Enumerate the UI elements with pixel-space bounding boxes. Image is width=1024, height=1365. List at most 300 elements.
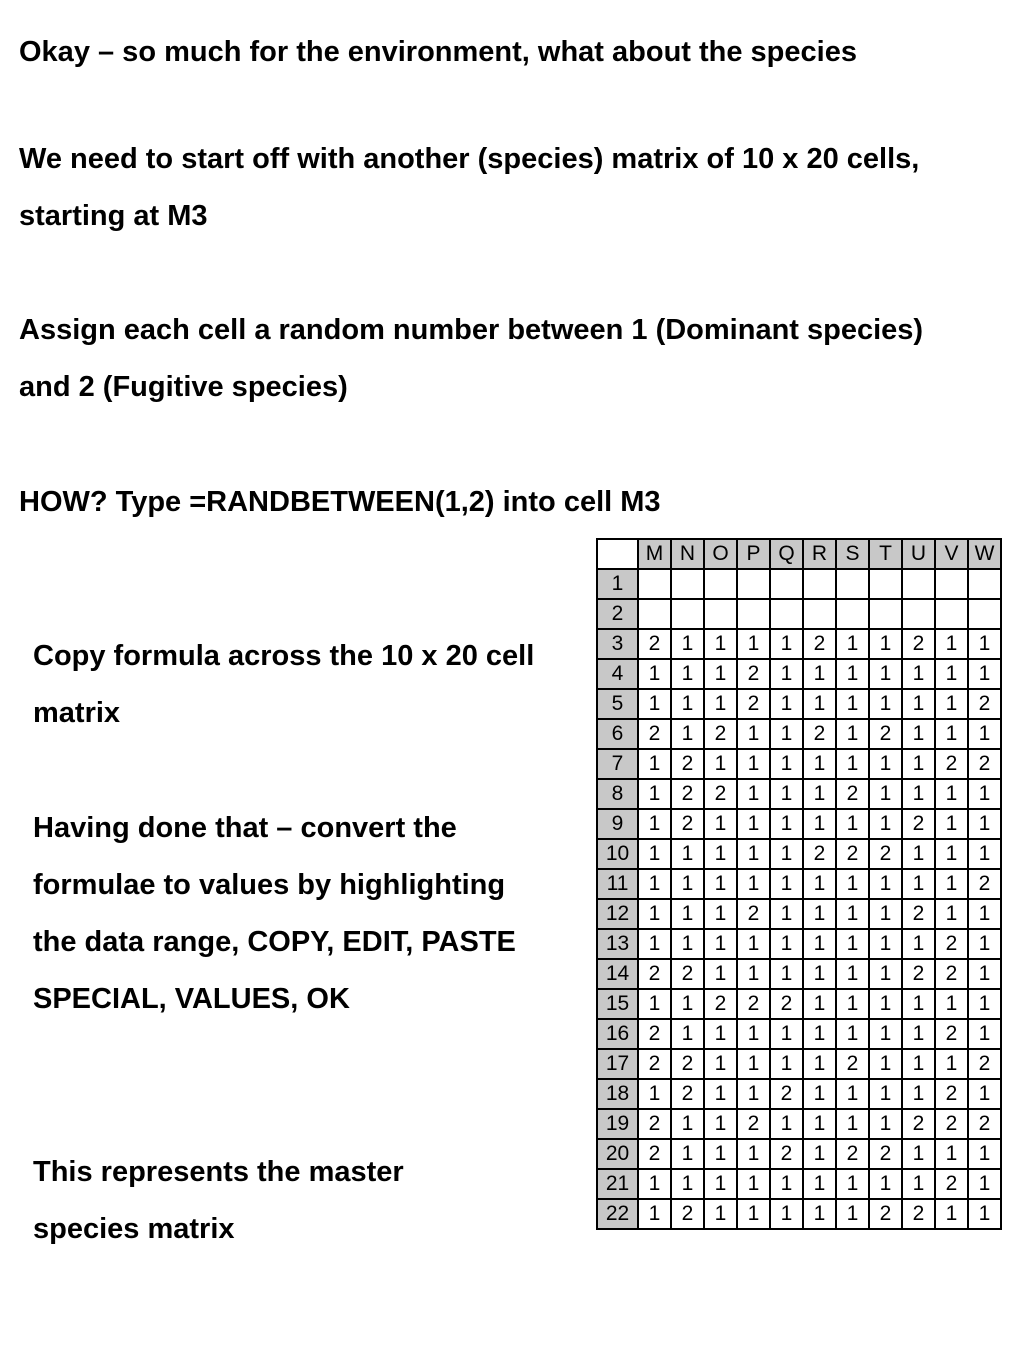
column-header[interactable]: N	[671, 539, 704, 569]
row-header[interactable]: 17	[597, 1049, 638, 1079]
matrix-cell[interactable]	[902, 599, 935, 629]
matrix-cell[interactable]: 1	[704, 839, 737, 869]
column-header[interactable]: Q	[770, 539, 803, 569]
matrix-cell[interactable]: 1	[803, 1109, 836, 1139]
matrix-cell[interactable]: 1	[737, 1169, 770, 1199]
column-header-row	[597, 539, 1001, 569]
row-header[interactable]: 11	[597, 869, 638, 899]
matrix-cell[interactable]: 1	[770, 869, 803, 899]
matrix-cell[interactable]	[704, 569, 737, 599]
matrix-cell[interactable]: 2	[737, 659, 770, 689]
table-row	[597, 1049, 1001, 1079]
matrix-cell[interactable]: 1	[770, 839, 803, 869]
matrix-cell[interactable]: 1	[836, 1199, 869, 1229]
assign-instruction-text: Assign each cell a random number between 1 (Dominant species) and 2 (Fugitive species)	[19, 314, 924, 403]
matrix-cell[interactable]: 1	[671, 719, 704, 749]
column-header[interactable]: M	[638, 539, 671, 569]
matrix-cell[interactable]: 1	[803, 1139, 836, 1169]
matrix-cell[interactable]	[935, 599, 968, 629]
matrix-cell[interactable]: 2	[935, 749, 968, 779]
matrix-cell[interactable]	[935, 569, 968, 599]
matrix-cell[interactable]: 1	[836, 1079, 869, 1109]
matrix-cell[interactable]: 1	[704, 1169, 737, 1199]
row-header[interactable]: 13	[597, 929, 638, 959]
matrix-cell[interactable]: 2	[935, 929, 968, 959]
row-header[interactable]: 14	[597, 959, 638, 989]
matrix-cell[interactable]: 2	[638, 1019, 671, 1049]
matrix-cell[interactable]: 1	[803, 1079, 836, 1109]
matrix-cell[interactable]	[836, 569, 869, 599]
matrix-cell[interactable]	[803, 599, 836, 629]
master-matrix-text: This represents the master species matrix	[33, 1156, 404, 1245]
matrix-cell[interactable]: 2	[968, 689, 1001, 719]
matrix-cell[interactable]: 1	[770, 1109, 803, 1139]
matrix-cell[interactable]: 1	[902, 929, 935, 959]
table-row	[597, 929, 1001, 959]
matrix-cell[interactable]	[836, 599, 869, 629]
matrix-cell[interactable]: 1	[671, 1019, 704, 1049]
matrix-cell[interactable]: 1	[836, 719, 869, 749]
matrix-cell[interactable]: 2	[671, 749, 704, 779]
matrix-cell[interactable]: 1	[968, 1199, 1001, 1229]
matrix-cell[interactable]	[869, 599, 902, 629]
matrix-cell[interactable]: 1	[935, 629, 968, 659]
matrix-cell[interactable]: 2	[836, 1139, 869, 1169]
matrix-cell[interactable]: 1	[935, 659, 968, 689]
matrix-cell[interactable]: 1	[770, 689, 803, 719]
matrix-cell[interactable]: 1	[638, 899, 671, 929]
matrix-cell[interactable]: 2	[638, 959, 671, 989]
matrix-cell[interactable]: 1	[968, 839, 1001, 869]
matrix-cell[interactable]	[968, 569, 1001, 599]
matrix-cell[interactable]: 2	[902, 899, 935, 929]
convert-values-text: Having done that – convert the formulae to values by highlighting the data range, COPY, EDIT, PASTE SPECIAL, VALUES, OK	[33, 812, 516, 1015]
matrix-cell[interactable]: 1	[803, 869, 836, 899]
matrix-cell[interactable]	[638, 599, 671, 629]
row-header[interactable]: 6	[597, 719, 638, 749]
matrix-cell[interactable]: 1	[737, 959, 770, 989]
matrix-cell[interactable]: 1	[803, 959, 836, 989]
table-row	[597, 749, 1001, 779]
matrix-body	[597, 569, 1001, 1229]
matrix-cell[interactable]: 2	[935, 1109, 968, 1139]
matrix-cell[interactable]: 1	[737, 779, 770, 809]
matrix-cell[interactable]: 1	[770, 959, 803, 989]
table-row	[597, 599, 1001, 629]
matrix-cell[interactable]: 2	[869, 719, 902, 749]
matrix-cell[interactable]: 1	[638, 869, 671, 899]
matrix-cell[interactable]: 2	[902, 959, 935, 989]
matrix-cell[interactable]: 1	[770, 929, 803, 959]
matrix-cell[interactable]: 2	[638, 1139, 671, 1169]
matrix-cell[interactable]: 1	[902, 719, 935, 749]
matrix-cell[interactable]: 1	[968, 1019, 1001, 1049]
matrix-cell[interactable]: 2	[935, 1169, 968, 1199]
matrix-cell[interactable]: 2	[803, 629, 836, 659]
matrix-cell[interactable]: 2	[638, 1109, 671, 1139]
matrix-cell[interactable]: 1	[836, 1109, 869, 1139]
matrix-cell[interactable]: 1	[968, 719, 1001, 749]
matrix-cell[interactable]: 1	[770, 899, 803, 929]
matrix-cell[interactable]: 1	[770, 1049, 803, 1079]
matrix-cell[interactable]: 2	[671, 1079, 704, 1109]
matrix-cell[interactable]: 1	[902, 839, 935, 869]
row-header[interactable]: 3	[597, 629, 638, 659]
matrix-cell[interactable]: 1	[803, 989, 836, 1019]
matrix-cell[interactable]: 1	[869, 779, 902, 809]
matrix-cell[interactable]: 1	[935, 989, 968, 1019]
matrix-cell[interactable]	[671, 599, 704, 629]
matrix-cell[interactable]: 1	[638, 1199, 671, 1229]
matrix-cell[interactable]	[704, 599, 737, 629]
matrix-cell[interactable]: 2	[671, 779, 704, 809]
matrix-cell[interactable]: 1	[638, 839, 671, 869]
matrix-cell[interactable]	[737, 569, 770, 599]
column-header[interactable]: R	[803, 539, 836, 569]
matrix-cell[interactable]: 1	[902, 989, 935, 1019]
matrix-cell[interactable]: 1	[968, 899, 1001, 929]
matrix-cell[interactable]: 1	[638, 1169, 671, 1199]
matrix-cell[interactable]: 1	[968, 989, 1001, 1019]
matrix-cell[interactable]: 1	[704, 659, 737, 689]
matrix-cell[interactable]: 1	[968, 929, 1001, 959]
matrix-cell[interactable]: 1	[770, 629, 803, 659]
matrix-cell[interactable]: 2	[737, 1109, 770, 1139]
matrix-cell[interactable]: 1	[869, 989, 902, 1019]
row-header[interactable]: 5	[597, 689, 638, 719]
matrix-cell[interactable]: 2	[704, 719, 737, 749]
matrix-cell[interactable]: 1	[968, 629, 1001, 659]
matrix-cell[interactable]: 1	[836, 1169, 869, 1199]
copy-formula-text: Copy formula across the 10 x 20 cell matrix	[33, 640, 535, 729]
matrix-cell[interactable]: 1	[803, 1169, 836, 1199]
matrix-cell[interactable]: 2	[836, 1049, 869, 1079]
matrix-cell[interactable]: 1	[803, 929, 836, 959]
matrix-cell[interactable]: 1	[935, 1199, 968, 1229]
matrix-cell[interactable]: 2	[638, 629, 671, 659]
matrix-cell[interactable]: 1	[935, 779, 968, 809]
matrix-cell[interactable]: 1	[935, 689, 968, 719]
matrix-cell[interactable]: 1	[704, 1049, 737, 1079]
matrix-cell[interactable]: 1	[836, 749, 869, 779]
matrix-cell[interactable]: 1	[671, 659, 704, 689]
matrix-cell[interactable]: 2	[638, 1049, 671, 1079]
matrix-intro-text: We need to start off with another (species) matrix of 10 x 20 cells, starting at M3	[19, 143, 920, 232]
matrix-cell[interactable]: 1	[869, 1109, 902, 1139]
matrix-cell[interactable]: 1	[671, 869, 704, 899]
matrix-cell[interactable]: 2	[902, 1109, 935, 1139]
matrix-cell[interactable]: 1	[737, 719, 770, 749]
matrix-cell[interactable]: 2	[968, 1109, 1001, 1139]
matrix-cell[interactable]: 1	[803, 1199, 836, 1229]
matrix-cell[interactable]: 1	[836, 929, 869, 959]
column-header[interactable]: S	[836, 539, 869, 569]
matrix-cell[interactable]: 2	[638, 719, 671, 749]
matrix-cell[interactable]: 2	[737, 899, 770, 929]
matrix-cell[interactable]: 2	[803, 839, 836, 869]
matrix-cell[interactable]: 2	[671, 1199, 704, 1229]
matrix-cell[interactable]: 1	[704, 899, 737, 929]
matrix-cell[interactable]: 1	[836, 629, 869, 659]
matrix-cell[interactable]: 1	[902, 749, 935, 779]
matrix-cell[interactable]: 1	[770, 1169, 803, 1199]
matrix-cell[interactable]: 1	[836, 959, 869, 989]
matrix-cell[interactable]: 1	[704, 1019, 737, 1049]
matrix-cell[interactable]: 1	[704, 959, 737, 989]
matrix-cell[interactable]: 1	[671, 689, 704, 719]
matrix-cell[interactable]: 1	[869, 959, 902, 989]
matrix-cell[interactable]: 1	[869, 809, 902, 839]
matrix-cell[interactable]: 1	[968, 1169, 1001, 1199]
matrix-cell[interactable]: 1	[737, 629, 770, 659]
matrix-cell[interactable]: 2	[671, 959, 704, 989]
row-header[interactable]: 1	[597, 569, 638, 599]
matrix-cell[interactable]: 1	[968, 1139, 1001, 1169]
matrix-cell[interactable]: 1	[902, 1049, 935, 1079]
matrix-cell[interactable]: 1	[704, 809, 737, 839]
matrix-cell[interactable]: 1	[638, 659, 671, 689]
matrix-cell[interactable]: 1	[836, 659, 869, 689]
matrix-cell[interactable]: 2	[704, 989, 737, 1019]
matrix-cell[interactable]: 1	[869, 929, 902, 959]
matrix-cell[interactable]: 1	[704, 1079, 737, 1109]
matrix-cell[interactable]	[737, 599, 770, 629]
matrix-cell[interactable]: 1	[671, 989, 704, 1019]
matrix-cell[interactable]: 2	[869, 1139, 902, 1169]
matrix-cell[interactable]: 1	[737, 1199, 770, 1229]
column-header[interactable]: T	[869, 539, 902, 569]
matrix-cell[interactable]: 1	[935, 899, 968, 929]
matrix-cell[interactable]: 1	[968, 1079, 1001, 1109]
matrix-cell[interactable]: 1	[836, 989, 869, 1019]
matrix-cell[interactable]: 1	[935, 719, 968, 749]
matrix-cell[interactable]: 1	[737, 1049, 770, 1079]
column-header[interactable]: O	[704, 539, 737, 569]
matrix-cell[interactable]: 2	[770, 989, 803, 1019]
matrix-cell[interactable]: 1	[902, 779, 935, 809]
matrix-cell[interactable]: 1	[770, 719, 803, 749]
how-formula-text: HOW? Type =RANDBETWEEN(1,2) into cell M3	[19, 486, 661, 518]
matrix-cell[interactable]: 1	[638, 989, 671, 1019]
row-header[interactable]: 18	[597, 1079, 638, 1109]
matrix-cell[interactable]: 1	[803, 809, 836, 839]
matrix-cell[interactable]: 1	[935, 839, 968, 869]
matrix-cell[interactable]: 1	[869, 629, 902, 659]
row-header[interactable]: 9	[597, 809, 638, 839]
matrix-cell[interactable]: 1	[737, 1139, 770, 1169]
matrix-cell[interactable]: 1	[638, 809, 671, 839]
table-row	[597, 1019, 1001, 1049]
table-row	[597, 1199, 1001, 1229]
row-header[interactable]: 2	[597, 599, 638, 629]
matrix-cell[interactable]: 1	[704, 629, 737, 659]
matrix-cell[interactable]: 1	[704, 929, 737, 959]
table-row	[597, 809, 1001, 839]
matrix-cell[interactable]: 1	[737, 749, 770, 779]
matrix-cell[interactable]: 2	[671, 1049, 704, 1079]
table-row	[597, 869, 1001, 899]
matrix-cell[interactable]: 1	[737, 839, 770, 869]
matrix-cell[interactable]: 2	[803, 719, 836, 749]
matrix-cell[interactable]	[869, 569, 902, 599]
matrix-cell[interactable]: 1	[935, 869, 968, 899]
matrix-cell[interactable]: 1	[770, 1199, 803, 1229]
table-row	[597, 569, 1001, 599]
column-header[interactable]: P	[737, 539, 770, 569]
matrix-cell[interactable]: 1	[869, 1079, 902, 1109]
matrix-cell[interactable]: 1	[836, 899, 869, 929]
matrix-cell[interactable]: 2	[836, 839, 869, 869]
matrix-cell[interactable]: 2	[935, 1079, 968, 1109]
row-header[interactable]: 21	[597, 1169, 638, 1199]
matrix-cell[interactable]	[803, 569, 836, 599]
matrix-cell[interactable]: 1	[869, 659, 902, 689]
matrix-cell[interactable]: 1	[902, 1079, 935, 1109]
matrix-cell[interactable]: 1	[836, 869, 869, 899]
matrix-cell[interactable]: 1	[935, 1139, 968, 1169]
matrix-cell[interactable]: 1	[902, 1019, 935, 1049]
matrix-cell[interactable]: 1	[968, 959, 1001, 989]
matrix-cell[interactable]: 2	[770, 1139, 803, 1169]
matrix-cell[interactable]: 2	[902, 1199, 935, 1229]
matrix-cell[interactable]: 1	[935, 809, 968, 839]
species-matrix-table	[596, 538, 1002, 1230]
matrix-cell[interactable]: 1	[803, 1049, 836, 1079]
matrix-cell[interactable]: 1	[902, 869, 935, 899]
table-row	[597, 659, 1001, 689]
row-header[interactable]: 8	[597, 779, 638, 809]
matrix-cell[interactable]: 1	[737, 1079, 770, 1109]
matrix-cell[interactable]: 2	[968, 749, 1001, 779]
matrix-cell[interactable]	[770, 569, 803, 599]
matrix-cell[interactable]: 1	[869, 1169, 902, 1199]
matrix-cell[interactable]: 1	[671, 899, 704, 929]
matrix-cell[interactable]: 2	[968, 869, 1001, 899]
matrix-cell[interactable]: 1	[968, 659, 1001, 689]
table-row	[597, 1169, 1001, 1199]
matrix-cell[interactable]: 1	[902, 689, 935, 719]
row-header[interactable]: 20	[597, 1139, 638, 1169]
matrix-cell[interactable]: 1	[638, 749, 671, 779]
matrix-cell[interactable]: 1	[671, 629, 704, 659]
matrix-cell[interactable]: 1	[902, 1169, 935, 1199]
matrix-cell[interactable]: 1	[638, 929, 671, 959]
matrix-cell[interactable]: 2	[671, 809, 704, 839]
matrix-cell[interactable]: 1	[935, 1049, 968, 1079]
row-header[interactable]: 19	[597, 1109, 638, 1139]
column-header[interactable]: W	[968, 539, 1001, 569]
matrix-cell[interactable]: 1	[704, 749, 737, 779]
row-header[interactable]: 10	[597, 839, 638, 869]
matrix-cell[interactable]: 1	[869, 1049, 902, 1079]
matrix-cell[interactable]: 1	[737, 1019, 770, 1049]
matrix-cell[interactable]: 1	[869, 869, 902, 899]
matrix-cell[interactable]: 1	[869, 749, 902, 779]
matrix-cell[interactable]: 1	[803, 659, 836, 689]
matrix-cell[interactable]: 2	[935, 1019, 968, 1049]
matrix-cell[interactable]: 1	[737, 809, 770, 839]
matrix-cell[interactable]: 1	[902, 1139, 935, 1169]
corner-cell[interactable]	[597, 539, 638, 569]
row-header[interactable]: 7	[597, 749, 638, 779]
matrix-cell[interactable]: 2	[935, 959, 968, 989]
matrix-cell[interactable]	[638, 569, 671, 599]
matrix-cell[interactable]: 2	[836, 779, 869, 809]
matrix-cell[interactable]: 1	[869, 899, 902, 929]
table-row	[597, 689, 1001, 719]
matrix-cell[interactable]: 1	[737, 869, 770, 899]
matrix-cell[interactable]: 1	[671, 839, 704, 869]
column-header[interactable]: U	[902, 539, 935, 569]
row-header[interactable]: 22	[597, 1199, 638, 1229]
matrix-cell[interactable]: 2	[902, 629, 935, 659]
matrix-cell[interactable]: 1	[638, 779, 671, 809]
matrix-cell[interactable]: 1	[770, 1019, 803, 1049]
matrix-cell[interactable]	[902, 569, 935, 599]
matrix-cell[interactable]: 1	[869, 1019, 902, 1049]
matrix-cell[interactable]: 1	[704, 1109, 737, 1139]
row-header[interactable]: 15	[597, 989, 638, 1019]
matrix-cell[interactable]: 1	[836, 809, 869, 839]
matrix-cell[interactable]: 1	[671, 1109, 704, 1139]
matrix-cell[interactable]: 2	[869, 1199, 902, 1229]
matrix-cell[interactable]: 1	[671, 1169, 704, 1199]
table-row	[597, 1109, 1001, 1139]
matrix-cell[interactable]: 1	[968, 779, 1001, 809]
matrix-cell[interactable]: 2	[968, 1049, 1001, 1079]
matrix-cell[interactable]: 1	[803, 899, 836, 929]
matrix-cell[interactable]: 1	[638, 689, 671, 719]
table-row	[597, 1139, 1001, 1169]
matrix-cell[interactable]: 2	[704, 779, 737, 809]
matrix-cell[interactable]: 1	[770, 749, 803, 779]
matrix-cell[interactable]: 1	[704, 1199, 737, 1229]
matrix-cell[interactable]: 1	[869, 689, 902, 719]
table-row	[597, 959, 1001, 989]
matrix-cell[interactable]: 1	[638, 1079, 671, 1109]
matrix-cell[interactable]: 1	[803, 689, 836, 719]
matrix-cell[interactable]: 1	[704, 869, 737, 899]
row-header[interactable]: 4	[597, 659, 638, 689]
matrix-cell[interactable]: 2	[737, 689, 770, 719]
matrix-cell[interactable]: 1	[803, 1019, 836, 1049]
matrix-cell[interactable]: 1	[803, 749, 836, 779]
matrix-cell[interactable]: 1	[770, 779, 803, 809]
matrix-cell[interactable]: 1	[770, 659, 803, 689]
matrix-cell[interactable]	[770, 599, 803, 629]
matrix-cell[interactable]: 2	[902, 809, 935, 839]
matrix-cell[interactable]: 1	[836, 1019, 869, 1049]
matrix-cell[interactable]: 1	[737, 929, 770, 959]
matrix-cell[interactable]: 1	[671, 1139, 704, 1169]
matrix-cell[interactable]: 1	[671, 929, 704, 959]
matrix-cell[interactable]	[671, 569, 704, 599]
matrix-cell[interactable]	[968, 599, 1001, 629]
matrix-cell[interactable]: 1	[968, 809, 1001, 839]
matrix-cell[interactable]: 1	[704, 689, 737, 719]
matrix-cell[interactable]: 1	[902, 659, 935, 689]
row-header[interactable]: 16	[597, 1019, 638, 1049]
matrix-cell[interactable]: 2	[869, 839, 902, 869]
matrix-cell[interactable]: 2	[770, 1079, 803, 1109]
column-header[interactable]: V	[935, 539, 968, 569]
matrix-cell[interactable]: 1	[704, 1139, 737, 1169]
matrix-cell[interactable]: 1	[836, 689, 869, 719]
row-header[interactable]: 12	[597, 899, 638, 929]
matrix-cell[interactable]: 1	[803, 779, 836, 809]
matrix-cell[interactable]: 2	[737, 989, 770, 1019]
matrix-cell[interactable]: 1	[770, 809, 803, 839]
